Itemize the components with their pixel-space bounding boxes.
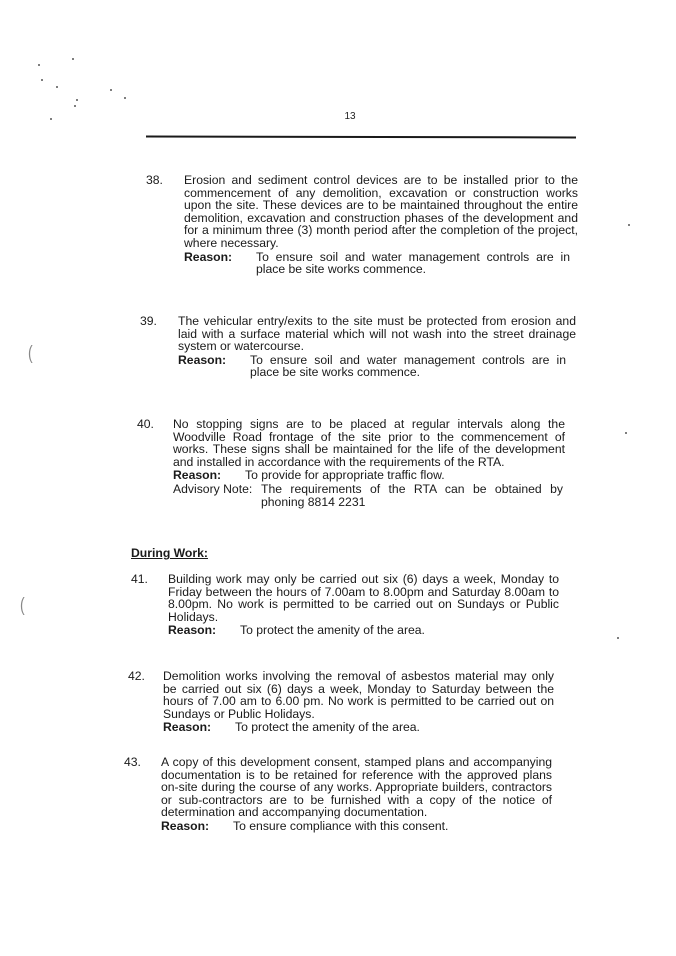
reason-text: To protect the amenity of the area. bbox=[235, 720, 420, 735]
advisory-text: The requirements of the RTA can be obtained by phoning 8814 2231 bbox=[261, 481, 563, 509]
scan-speck bbox=[76, 99, 78, 101]
condition-text: No stopping signs are to be placed at regular intervals along the Woodville Road frontage of the site prior to the commencement of works. These signs shall be maintained for the life of the development and installed in accordance with the requirements of the RTA. bbox=[173, 417, 565, 469]
advisory-label: Advisory Note: bbox=[173, 481, 253, 496]
reason-label: Reason: bbox=[173, 468, 222, 483]
reason-row bbox=[184, 251, 578, 276]
condition-number: 43. bbox=[124, 755, 141, 769]
condition-number: 42. bbox=[128, 669, 145, 683]
reason-row bbox=[173, 469, 565, 482]
section-heading: During Work: bbox=[131, 546, 208, 560]
reason-label: Reason: bbox=[168, 623, 217, 638]
scan-speck bbox=[38, 64, 40, 66]
reason-row bbox=[163, 721, 554, 734]
reason-text: To ensure soil and water management controls are in place be site works commence. bbox=[256, 249, 570, 277]
reason-label: Reason: bbox=[178, 352, 227, 367]
reason-row bbox=[161, 820, 552, 833]
condition-text: Demolition works involving the removal of asbestos material may only be carried out six (6) days a week, Monday to Saturday between the hours of 7.00 am to 6.00 pm. No work is permitted to be carried out on Sundays or Public Holidays. bbox=[163, 669, 554, 721]
scan-speck bbox=[74, 105, 76, 107]
reason-text: To protect the amenity of the area. bbox=[240, 623, 425, 638]
condition-text: Building work may only be carried out six (6) days a week, Monday to Friday between the hours of 7.00am to 8.00pm and Saturday 8.00am to 8.00pm. No work is permitted to be carried out on Sundays or Public Holidays. bbox=[168, 572, 559, 624]
scan-speck bbox=[56, 86, 58, 88]
reason-label: Reason: bbox=[163, 720, 212, 735]
scan-speck bbox=[628, 224, 630, 226]
scan-edge-mark: ( bbox=[20, 592, 25, 616]
page-number: 13 bbox=[344, 111, 356, 122]
scan-speck bbox=[617, 637, 619, 639]
reason-row bbox=[178, 354, 576, 379]
condition-text: The vehicular entry/exits to the site must be protected from erosion and laid with a surface material which will not wash into the street drainage system or watercourse. bbox=[178, 314, 576, 354]
condition-text: A copy of this development consent, stamped plans and accompanying documentation is to be retained for reference with the approved plans on-site during the course of any works. Appropriate builders, contractors or sub-contractors are to be furnished with a copy of the notice of determination and accompanying documentation. bbox=[161, 755, 552, 820]
scan-speck bbox=[50, 118, 52, 120]
reason-text: To ensure compliance with this consent. bbox=[233, 818, 449, 833]
reason-text: To provide for appropriate traffic flow. bbox=[245, 468, 445, 483]
condition-number: 40. bbox=[137, 417, 154, 431]
reason-label: Reason: bbox=[161, 818, 210, 833]
scan-speck bbox=[124, 97, 126, 99]
scan-speck bbox=[72, 58, 74, 60]
scan-speck bbox=[41, 79, 43, 81]
scan-speck bbox=[110, 89, 112, 91]
reason-row bbox=[168, 624, 559, 637]
reason-label: Reason: bbox=[184, 249, 233, 264]
condition-number: 41. bbox=[131, 572, 148, 586]
condition-number: 39. bbox=[140, 314, 157, 328]
condition-text: Erosion and sediment control devices are to be installed prior to the commencement of any demolition, excavation or construction works upon the site. These devices are to be maintained throughout the entire demolition, excavation and construction phases of the development and for a minimum three (3) month period after the completion of the project, where necessary. bbox=[184, 173, 578, 250]
advisory-row bbox=[173, 483, 565, 508]
reason-text: To ensure soil and water management controls are in place be site works commence. bbox=[250, 352, 566, 380]
scan-edge-mark: ( bbox=[28, 340, 33, 364]
condition-number: 38. bbox=[146, 173, 163, 187]
scan-speck bbox=[625, 432, 627, 434]
header-rule bbox=[146, 136, 576, 139]
